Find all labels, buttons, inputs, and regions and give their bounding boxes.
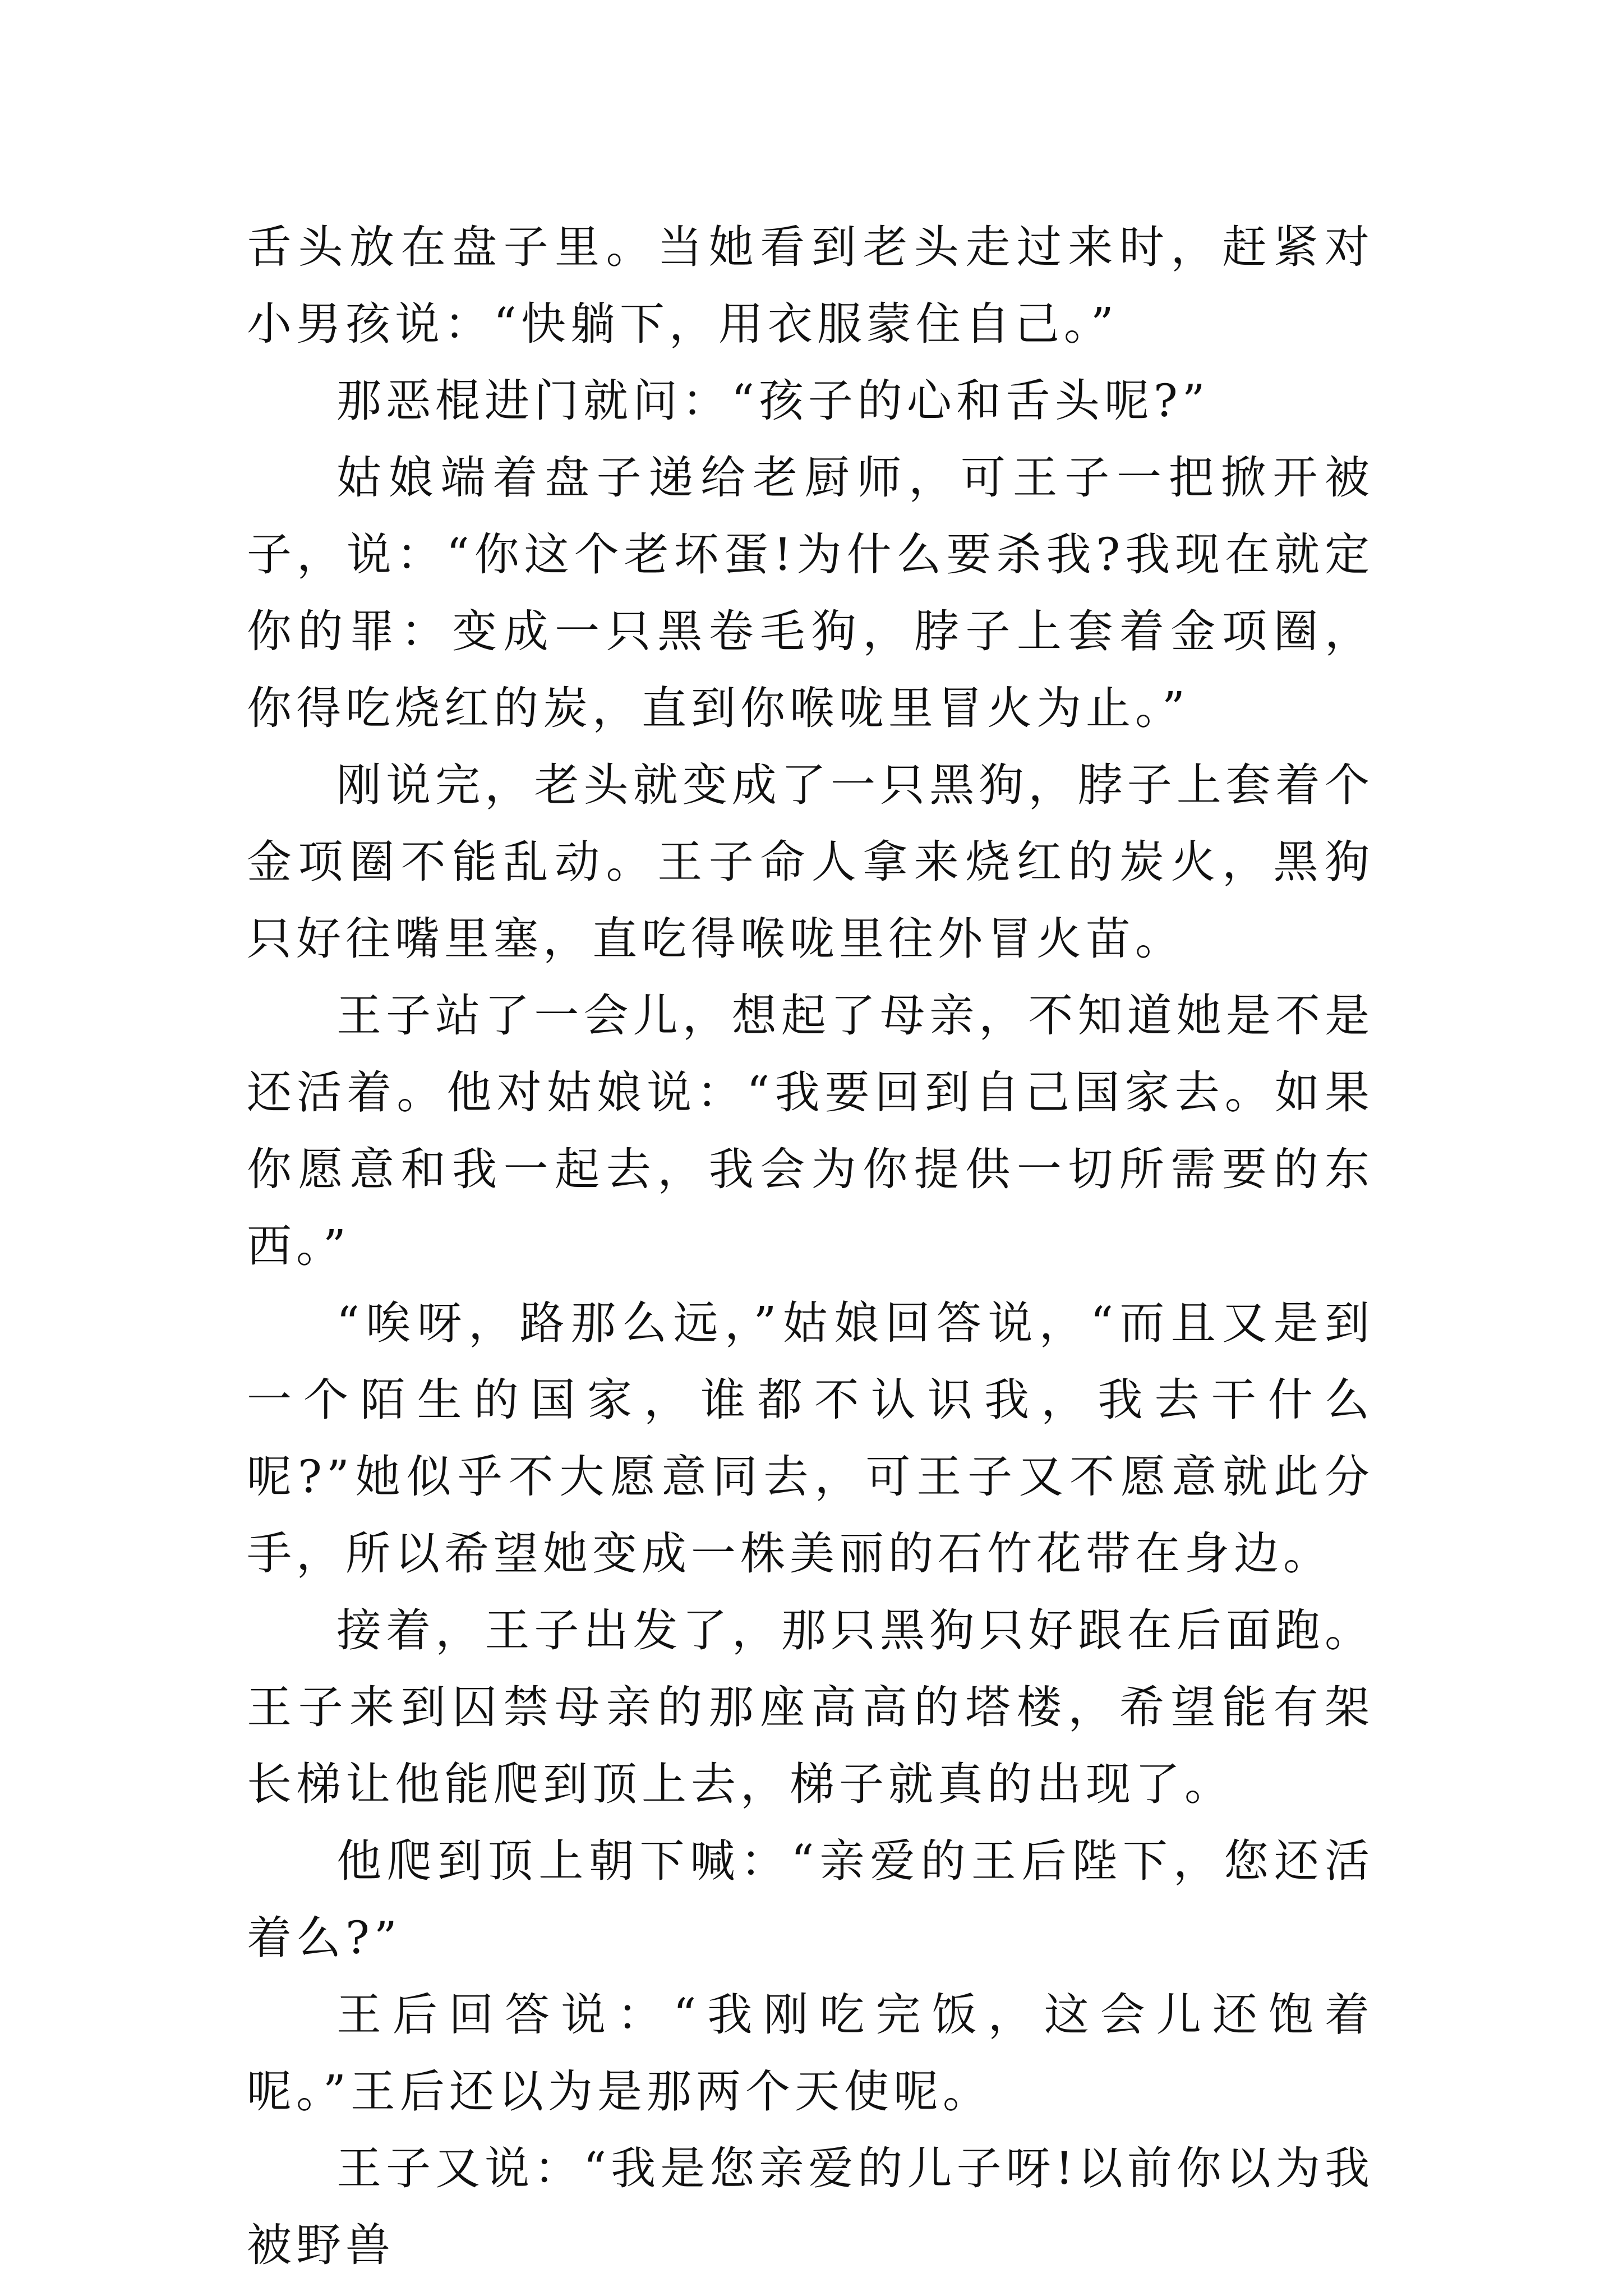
paragraph-6: “唉呀，路那么远，”姑娘回答说，“而且又是到一个陌生的国家，谁都不认识我，我去干什么呢?”她似乎不大愿意同去，可王子又不愿意就此分手，所以希望她变成一株美丽的石竹花带在身边。 [247,1297,1374,1580]
paragraph-1: 舌头放在盘子里。当她看到老头走过来时，赶紧对小男孩说：“快躺下，用衣服蒙住自己。” [247,221,1374,350]
story-text [247,209,1374,2284]
paragraph-4: 刚说完，老头就变成了一只黑狗，脖子上套着个金项圈不能乱动。王子命人拿来烧红的炭火，黑狗只好往嘴里塞，直吃得喉咙里往外冒火苗。 [247,759,1374,965]
paragraph-9: 王后回答说：“我刚吃完饭，这会儿还饱着呢。”王后还以为是那两个天使呢。 [247,1989,1374,2118]
paragraph-2: 那恶棍进门就问：“孩子的心和舌头呢?” [336,375,1210,427]
paragraph-7: 接着，王子出发了，那只黑狗只好跟在后面跑。王子来到囚禁母亲的那座高高的塔楼，希望能有架长梯让他能爬到顶上去，梯子就真的出现了。 [247,1604,1374,1810]
paragraph-5: 王子站了一会儿，想起了母亲，不知道她是不是还活着。他对姑娘说：“我要回到自己国家去。如果你愿意和我一起去，我会为你提供一切所需要的东西。” [247,990,1374,1272]
paragraph-8: 他爬到顶上朝下喊：“亲爱的王后陛下，您还活着么?” [247,1835,1374,1964]
paragraph-3: 姑娘端着盘子递给老厨师，可王子一把掀开被子，说：“你这个老坏蛋!为什么要杀我?我现在就定你的罪：变成一只黑卷毛狗，脖子上套着金项圈，你得吃烧红的炭，直到你喉咙里冒火为止。” [247,452,1374,734]
paragraph-10: 王子又说：“我是您亲爱的儿子呀!以前你以为我被野兽 [247,2142,1374,2271]
